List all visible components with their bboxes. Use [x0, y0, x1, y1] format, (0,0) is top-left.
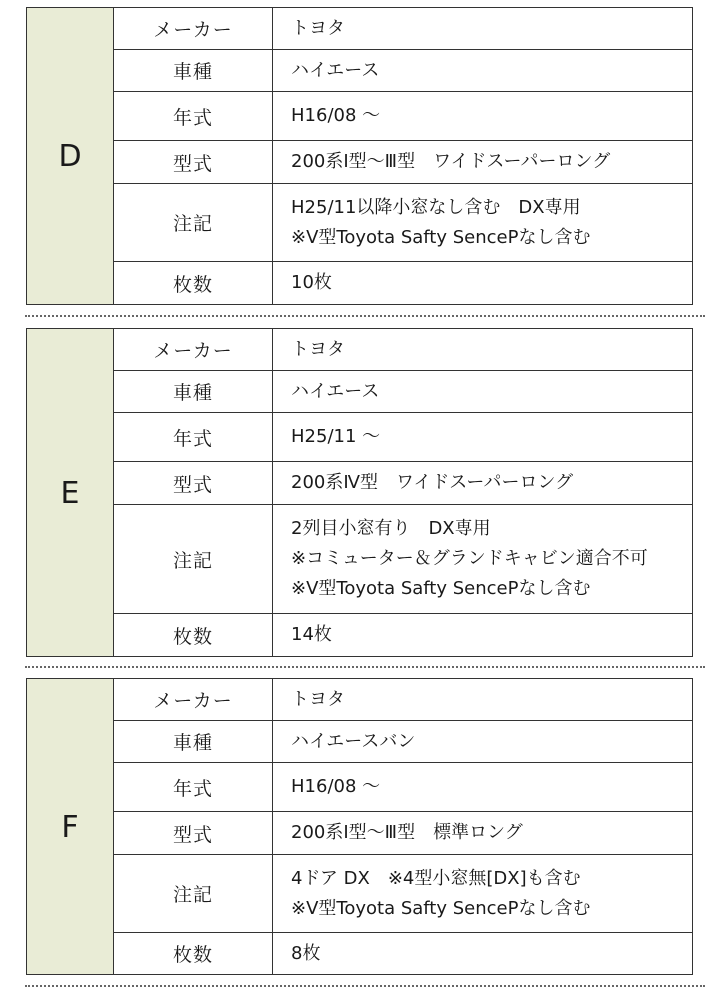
- row-key: 型式: [114, 812, 273, 854]
- row-value: [273, 262, 692, 304]
- row-value: [273, 371, 692, 412]
- value-line: H25/11以降小窓なし含む DX専用: [291, 196, 581, 218]
- value-line: H16/08 ～: [291, 105, 381, 126]
- row-model: [114, 371, 692, 413]
- value-line: トヨタ: [291, 17, 345, 39]
- row-notes: [114, 855, 692, 933]
- row-count: [114, 614, 692, 656]
- row-key: 枚数: [114, 262, 273, 304]
- value-line: 8枚: [291, 942, 321, 964]
- value-line: 10枚: [291, 272, 332, 293]
- row-value: [273, 141, 692, 183]
- row-value: [273, 8, 692, 49]
- value-line: 200系Ⅰ型～Ⅲ型 ワイドスーパーロング: [291, 151, 611, 172]
- row-year: [114, 413, 692, 462]
- dotted-separator: [25, 666, 705, 668]
- row-value: [273, 679, 692, 720]
- dotted-separator: [25, 315, 705, 317]
- row-key: 年式: [114, 763, 273, 811]
- value-line: ※コミューター＆グランドキャビン適合不可: [291, 548, 648, 569]
- value-line: ※Ⅴ型Toyota Safty SencePなし含む: [291, 226, 591, 248]
- row-key: 年式: [114, 92, 273, 140]
- row-value: [273, 50, 692, 91]
- value-line: 200系Ⅳ型 ワイドスーパーロング: [291, 472, 574, 493]
- block-label: D: [27, 8, 114, 304]
- row-key: 車種: [114, 371, 273, 412]
- row-value: [273, 184, 692, 261]
- spec-block-f: [26, 678, 693, 975]
- row-key: 年式: [114, 413, 273, 461]
- row-value: [273, 329, 692, 370]
- value-line: 2列目小窓有り DX専用: [291, 518, 491, 539]
- block-label: F: [27, 679, 114, 974]
- spec-rows: [114, 329, 692, 656]
- spec-rows: [114, 8, 692, 304]
- value-line: トヨタ: [291, 338, 345, 360]
- dotted-separator: [25, 985, 705, 987]
- spec-rows: [114, 679, 692, 974]
- row-key: 枚数: [114, 933, 273, 974]
- value-line: ※Ⅴ型Toyota Safty SencePなし含む: [291, 897, 591, 919]
- row-maker: [114, 679, 692, 721]
- row-key: メーカー: [114, 679, 273, 720]
- value-line: ※Ⅴ型Toyota Safty SencePなし含む: [291, 578, 591, 599]
- value-line: ハイエースバン: [291, 730, 416, 752]
- row-count: [114, 262, 692, 304]
- row-key: 注記: [114, 855, 273, 932]
- row-value: [273, 462, 692, 504]
- row-key: メーカー: [114, 329, 273, 370]
- value-line: 4ドア DX ※4型小窓無[DX]も含む: [291, 867, 581, 889]
- row-model: [114, 721, 692, 763]
- spec-block-e: [26, 328, 693, 657]
- row-value: [273, 505, 692, 613]
- row-value: [273, 812, 692, 854]
- row-value: [273, 92, 692, 140]
- row-value: [273, 614, 692, 656]
- row-maker: [114, 8, 692, 50]
- row-key: 枚数: [114, 614, 273, 656]
- block-label: E: [27, 329, 114, 656]
- row-value: [273, 855, 692, 932]
- row-key: 車種: [114, 50, 273, 91]
- row-value: [273, 413, 692, 461]
- row-notes: [114, 505, 692, 614]
- value-line: ハイエース: [291, 59, 380, 81]
- value-line: ハイエース: [291, 380, 380, 402]
- row-count: [114, 933, 692, 974]
- row-type: [114, 462, 692, 505]
- value-line: H25/11 ～: [291, 426, 381, 447]
- row-year: [114, 763, 692, 812]
- value-line: H16/08 ～: [291, 776, 381, 797]
- row-key: 注記: [114, 184, 273, 261]
- row-type: [114, 141, 692, 184]
- row-model: [114, 50, 692, 92]
- value-line: 200系Ⅰ型～Ⅲ型 標準ロング: [291, 822, 523, 843]
- row-key: 型式: [114, 141, 273, 183]
- row-key: 型式: [114, 462, 273, 504]
- row-year: [114, 92, 692, 141]
- row-maker: [114, 329, 692, 371]
- row-value: [273, 933, 692, 974]
- row-value: [273, 721, 692, 762]
- row-type: [114, 812, 692, 855]
- row-key: 注記: [114, 505, 273, 613]
- row-notes: [114, 184, 692, 262]
- row-key: 車種: [114, 721, 273, 762]
- value-line: トヨタ: [291, 688, 345, 710]
- row-value: [273, 763, 692, 811]
- spec-block-d: [26, 7, 693, 305]
- row-key: メーカー: [114, 8, 273, 49]
- value-line: 14枚: [291, 624, 332, 645]
